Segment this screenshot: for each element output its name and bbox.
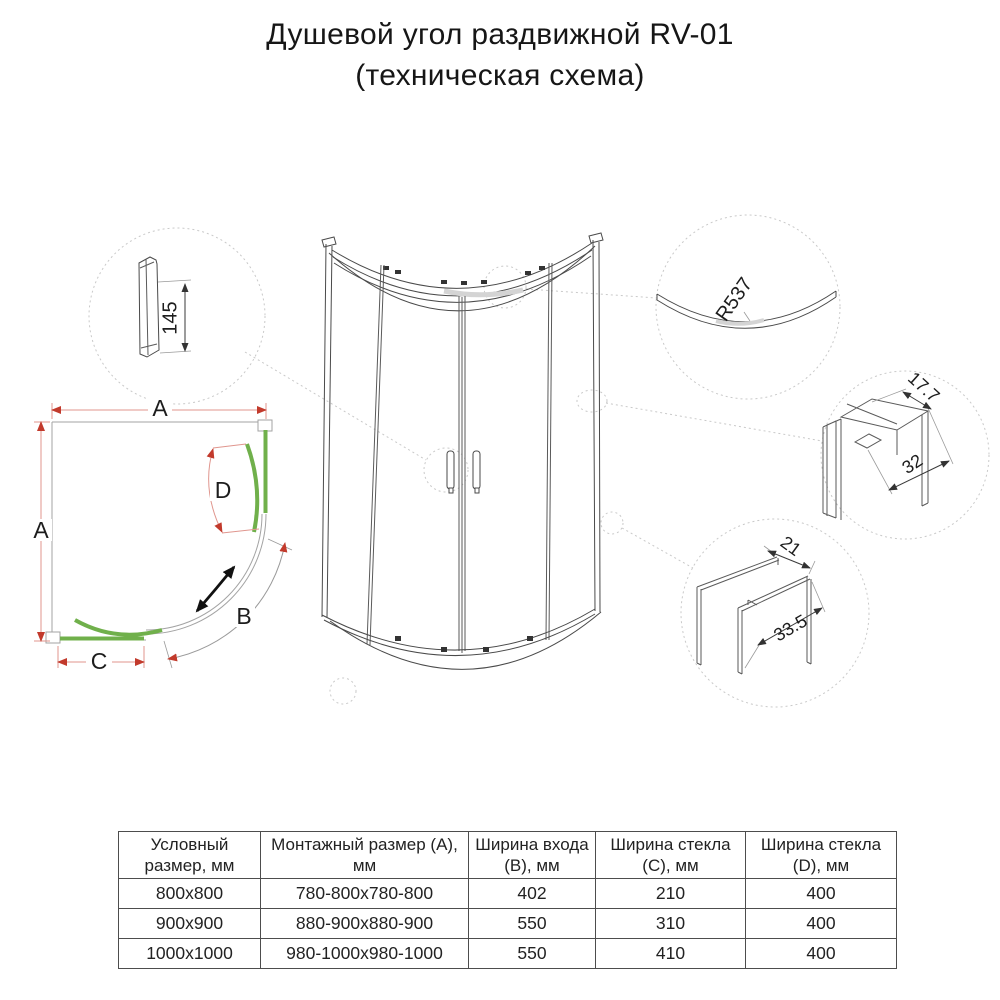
dim-17-value: 17.7: [904, 367, 944, 407]
table-cell: 410: [596, 939, 746, 969]
top-rail-track: [444, 290, 523, 295]
table-cell: 1000x1000: [119, 939, 261, 969]
leader-radius: [526, 289, 657, 298]
column-header: Ширина стекла (C), мм: [596, 832, 746, 879]
shower-3d-drawing: [322, 233, 603, 669]
table-cell: 210: [596, 879, 746, 909]
detail-circle-profile: [821, 371, 989, 539]
sliding-door-c: [75, 620, 162, 635]
red-extension-lines: [34, 403, 266, 668]
column-header: Ширина входа (B), мм: [469, 832, 596, 879]
callout-wall-profile: [601, 512, 623, 534]
table-row: [119, 939, 897, 969]
dim-b-arc: [168, 543, 285, 659]
sliding-door-d: [247, 444, 257, 532]
top-rail-line: [333, 250, 592, 296]
leader-wall-profile: [622, 528, 693, 568]
radius-leader: [744, 312, 750, 321]
right-post: [593, 240, 600, 612]
detail-circle-wall-profile: [681, 519, 869, 707]
label-d: D: [214, 477, 232, 503]
table-cell: 400: [746, 879, 897, 909]
table-header-row: [119, 832, 897, 879]
dim-r537-value: R537: [711, 273, 758, 326]
detail-radius-r537: [657, 274, 836, 329]
slide-direction-arrow: [197, 567, 234, 611]
table-row: [119, 879, 897, 909]
table-cell: 400: [746, 909, 897, 939]
door-handles: [447, 451, 480, 493]
left-post: [322, 244, 332, 618]
wall-profile-top: [258, 420, 272, 431]
label-c: C: [90, 648, 108, 674]
callout-handle: [424, 448, 468, 492]
left-panel-divider: [367, 265, 384, 645]
center-stiles: [459, 296, 465, 653]
table-cell: 550: [469, 939, 596, 969]
dim-335-value: 33.5: [770, 610, 811, 646]
callout-bottom-rail: [330, 678, 356, 704]
handle-profile: [139, 257, 159, 357]
handle-profile-edges: [140, 259, 157, 355]
label-b: B: [236, 603, 252, 629]
column-header: Ширина стекла (D), мм: [746, 832, 897, 879]
table-cell: 780-800x780-800: [261, 879, 469, 909]
table-cell: 310: [596, 909, 746, 939]
title-line-1: Душевой угол раздвижной RV-01: [266, 18, 734, 51]
gray-extension-lines: [164, 539, 292, 668]
size-table: [118, 831, 897, 969]
table-cell: 800x800: [119, 879, 261, 909]
column-header: Монтажный размер (A), мм: [261, 832, 469, 879]
right-post-cap: [589, 233, 603, 243]
callout-top-rail: [484, 266, 526, 308]
dim-145-value: 145: [159, 301, 182, 335]
leader-handle: [245, 352, 426, 460]
callout-dotted-lines: [89, 215, 989, 707]
table-cell: 402: [469, 879, 596, 909]
extension-lines: [868, 389, 953, 494]
table-cell: 550: [469, 909, 596, 939]
dim-32-value: 32: [898, 450, 927, 478]
leader-profile: [606, 403, 822, 441]
table-cell: 400: [746, 939, 897, 969]
table-cell: 880-900x880-900: [261, 909, 469, 939]
label-a-top: A: [152, 395, 168, 421]
column-header: Условный размер, мм: [119, 832, 261, 879]
plan-view: [29, 395, 292, 674]
table-cell: 900x900: [119, 909, 261, 939]
title-line-2: (техническая схема): [355, 59, 645, 92]
detail-handle-145: [139, 257, 191, 357]
detail-wall-profile-21-335: [697, 532, 825, 674]
detail-profile-17-32: [823, 368, 953, 520]
detail-circle-radius: [656, 215, 840, 399]
table-row: [119, 909, 897, 939]
callout-right-post: [577, 390, 607, 412]
left-post-cap: [322, 237, 336, 247]
dim-21-value: 21: [776, 532, 805, 560]
right-panel-divider: [546, 263, 552, 640]
label-a-left: A: [33, 517, 49, 543]
table-cell: 980-1000x980-1000: [261, 939, 469, 969]
